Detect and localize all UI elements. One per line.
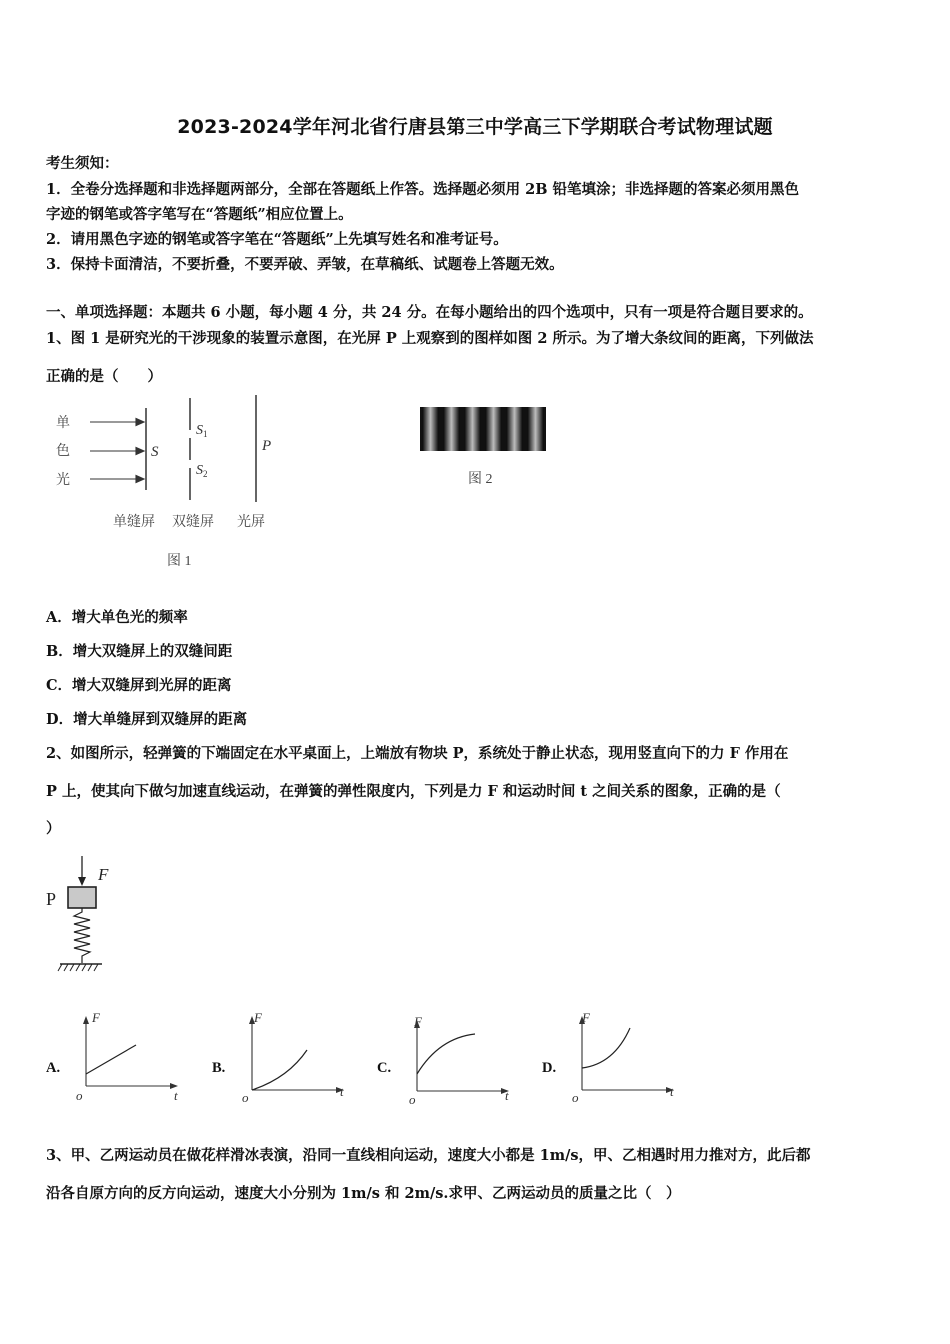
svg-text:t: t — [505, 1088, 509, 1103]
svg-text:F: F — [582, 1010, 590, 1025]
svg-text:o: o — [572, 1090, 579, 1103]
light-arrows — [90, 419, 144, 483]
notice-heading: 考生须知： — [46, 155, 119, 172]
svg-text:o: o — [409, 1092, 416, 1107]
label-light-screen: 光屏 — [237, 515, 265, 530]
q2-option-a-letter[interactable]: A. — [46, 1060, 61, 1076]
notice-line-1b: 字迹的钢笔或答字笔写在“答题纸”相应位置上。 — [46, 206, 353, 223]
page-title: 2023-2024学年河北省行唐县第三中学高三下学期联合考试物理试题 — [177, 116, 773, 138]
spring — [74, 908, 90, 963]
svg-text:t: t — [340, 1084, 344, 1099]
q1-option-a[interactable]: A．增大单色光的频率 — [46, 609, 188, 626]
q2-option-d-graph[interactable] — [566, 1008, 681, 1103]
figure-1-caption: 图 1 — [167, 554, 192, 569]
label-double-slit: 双缝屏 — [172, 515, 214, 530]
label-F: F — [98, 865, 109, 884]
q1-figure-2 — [415, 405, 550, 495]
notice-line-3: 3．保持卡面清洁，不要折叠，不要弄破、弄皱，在草稿纸、试题卷上答题无效。 — [46, 256, 564, 273]
q1-stem-line-1: 1、图 1 是研究光的干涉现象的装置示意图，在光屏 P 上观察到的图样如图 2 所示。为了增大条纹间的距离，下列做法 — [46, 330, 814, 347]
curve-b-concave-up — [252, 1050, 307, 1090]
table-hatching — [58, 964, 98, 971]
svg-text:F: F — [414, 1014, 422, 1029]
label-P: P — [262, 438, 272, 454]
q3-stem-line-1: 3、甲、乙两运动员在做花样滑冰表演，沿同一直线相向运动，速度大小都是 1m/s，甲、乙相遇时用力推对方，此后都 — [46, 1147, 811, 1164]
label-block-P: P — [46, 889, 57, 909]
label-S1: $S_1$ — [196, 423, 208, 439]
svg-text:t: t — [174, 1088, 178, 1103]
bright-fringe — [444, 407, 460, 451]
svg-text:o: o — [76, 1088, 83, 1103]
q2-spring-figure — [40, 850, 130, 980]
q2-option-a-graph[interactable] — [70, 1008, 185, 1103]
bright-fringe — [528, 407, 544, 451]
svg-text:t: t — [670, 1084, 674, 1099]
q2-option-c-graph[interactable] — [401, 1012, 516, 1107]
q2-option-d-letter[interactable]: D. — [542, 1060, 557, 1076]
q1-option-d[interactable]: D．增大单缝屏到双缝屏的距离 — [46, 711, 248, 728]
q3-stem-line-2: 沿各自原方向的反方向运动，速度大小分别为 1m/s 和 2m/s.求甲、乙两运动员的质量之比（ ） — [46, 1185, 681, 1202]
figure-2-caption: 图 2 — [468, 472, 493, 487]
bright-fringe — [507, 407, 523, 451]
q1-figure-1 — [40, 390, 300, 575]
q2-option-b-letter[interactable]: B. — [212, 1060, 226, 1076]
q2-option-c-letter[interactable]: C. — [377, 1060, 392, 1076]
q1-stem-line-2: 正确的是（ ） — [46, 368, 162, 385]
q2-option-b-graph[interactable] — [236, 1008, 351, 1103]
force-arrow-head — [78, 877, 86, 886]
svg-text:F: F — [254, 1010, 262, 1025]
notice-line-2: 2．请用黑色字迹的钢笔或答字笔在“答题纸”上先填写姓名和准考证号。 — [46, 231, 508, 248]
label-single-slit: 单缝屏 — [113, 515, 155, 530]
fringe-background — [420, 407, 546, 451]
bright-fringe — [423, 407, 439, 451]
q1-option-c[interactable]: C．增大双缝屏到光屏的距离 — [46, 677, 232, 694]
curve-c-concave-down — [417, 1034, 475, 1074]
q1-option-b[interactable]: B．增大双缝屏上的双缝间距 — [46, 643, 233, 660]
curve-a-linear — [86, 1045, 136, 1074]
block-P — [68, 887, 96, 908]
svg-text:F: F — [92, 1010, 100, 1025]
light-char-2: 色 — [56, 444, 70, 459]
label-S: S — [151, 444, 159, 460]
bright-fringe — [486, 407, 502, 451]
label-S2: $S_2$ — [196, 463, 208, 479]
q2-stem-line-1: 2、如图所示，轻弹簧的下端固定在水平桌面上，上端放有物块 P，系统处于静止状态，现用竖直向下的力 F 作用在 — [46, 745, 789, 762]
svg-text:o: o — [242, 1090, 249, 1103]
bright-fringe — [465, 407, 481, 451]
curve-d-concave-up-offset — [582, 1028, 630, 1068]
light-char-3: 光 — [56, 473, 70, 488]
q2-stem-line-2: P 上，使其向下做匀加速直线运动，在弹簧的弹性限度内，下列是力 F 和运动时间 t 之间关系的图象，正确的是（ — [46, 783, 781, 800]
notice-line-1a: 1．全卷分选择题和非选择题两部分，全部在答题纸上作答。选择题必须用 2B 铅笔填涂；非选择题的答案必须用黑色 — [46, 181, 800, 198]
q2-stem-line-3: ） — [46, 820, 61, 837]
section-heading: 一、单项选择题：本题共 6 小题，每小题 4 分，共 24 分。在每小题给出的四个选项中，只有一项是符合题目要求的。 — [46, 304, 813, 321]
light-char-1: 单 — [56, 416, 70, 431]
